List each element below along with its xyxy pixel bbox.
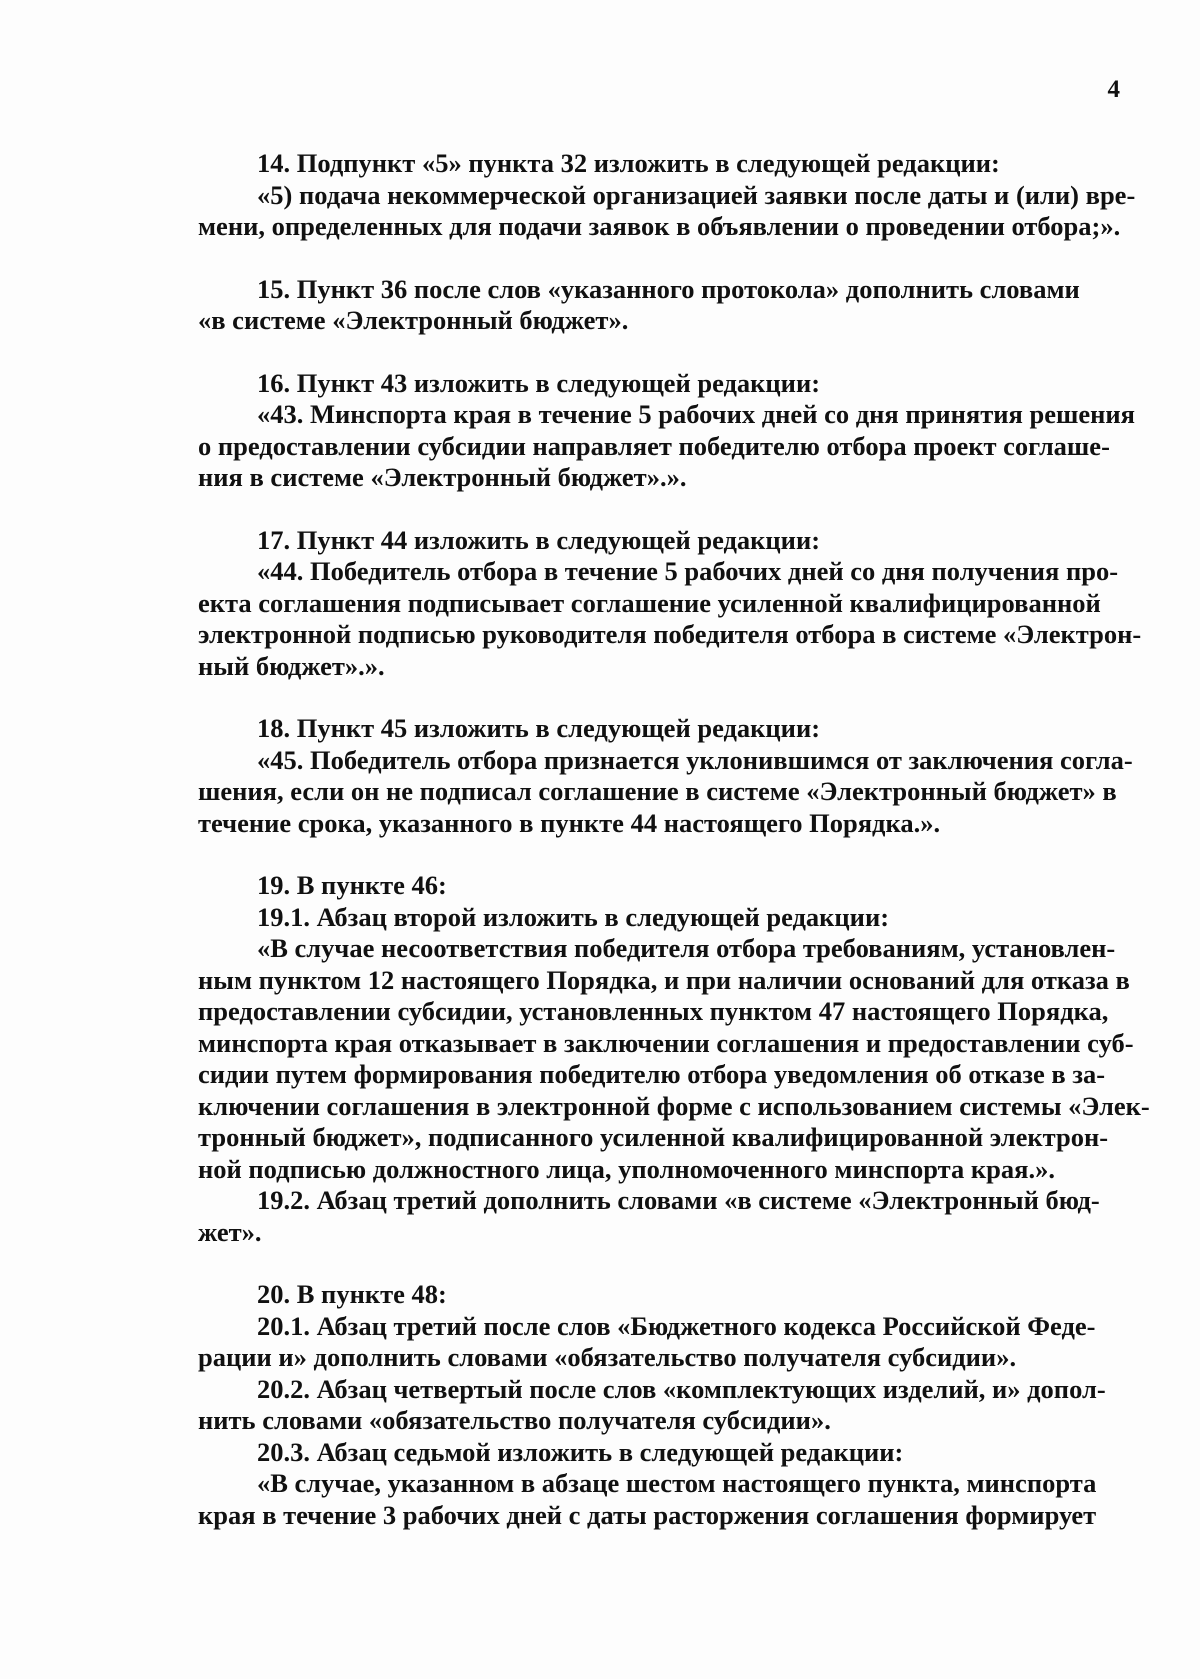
text-line: 16. Пункт 43 изложить в следующей редакции: — [257, 367, 821, 398]
text-line: тронный бюджет», подписанного усиленной квалифицированной электрон- — [198, 1122, 1109, 1152]
document-body — [198, 148, 1150, 1531]
text-line: 20. В пункте 48: — [257, 1279, 447, 1309]
text-line: ный бюджет».». — [198, 650, 385, 681]
text-line: жет». — [198, 1216, 262, 1247]
text-line: 19. В пункте 46: — [257, 870, 447, 900]
text-line: предоставлении субсидии, установленных пунктом 47 настоящего Порядка, — [198, 996, 1109, 1026]
amendment-item — [198, 524, 1142, 683]
text-line: ной подписью должностного лица, уполномоченного минспорта края.». — [198, 1153, 1055, 1184]
text-line: 15. Пункт 36 после слов «указанного протокола» дополнить словами — [257, 273, 1080, 304]
text-line: 17. Пункт 44 изложить в следующей редакции: — [257, 524, 821, 555]
text-line: шения, если он не подписал соглашение в системе «Электронный бюджет» в — [198, 776, 1117, 806]
text-line: «43. Минспорта края в течение 5 рабочих дней со дня принятия решения — [257, 399, 1135, 429]
text-line: «В случае несоответствия победителя отбора требованиям, установлен- — [257, 933, 1116, 963]
page-number: 4 — [1107, 76, 1120, 103]
text-line: 19.2. Абзац третий дополнить словами «в системе «Электронный бюд- — [257, 1185, 1100, 1215]
text-line: рации и» дополнить словами «обязательство получателя субсидии». — [198, 1342, 1017, 1372]
amendment-item — [198, 273, 1080, 337]
text-line: ключении соглашения в электронной форме с использованием системы «Элек- — [198, 1090, 1150, 1121]
text-line: ным пунктом 12 настоящего Порядка, и при наличии оснований для отказа в — [198, 964, 1130, 995]
amendment-item — [198, 367, 1135, 494]
amendment-item — [198, 870, 1150, 1248]
text-line: 18. Пункт 45 изложить в следующей редакции: — [257, 713, 821, 743]
text-line: 20.2. Абзац четвертый после слов «комплектующих изделий, и» допол- — [257, 1373, 1106, 1404]
text-line: «45. Победитель отбора признается уклонившимся от заключения согла- — [257, 744, 1133, 775]
text-line: 20.1. Абзац третий после слов «Бюджетного кодекса Российской Феде- — [257, 1310, 1096, 1341]
text-line: о предоставлении субсидии направляет победителю отбора проект соглаше- — [198, 430, 1110, 461]
text-line: екта соглашения подписывает соглашение усиленной квалифицированной — [198, 587, 1101, 618]
text-line: «в системе «Электронный бюджет». — [198, 305, 629, 335]
text-line: мени, определенных для подачи заявок в объявлении о проведении отбора;». — [198, 211, 1121, 241]
text-line: сидии путем формирования победителю отбора уведомления об отказе в за- — [198, 1059, 1106, 1089]
text-line: 20.3. Абзац седьмой изложить в следующей редакции: — [257, 1436, 904, 1467]
text-line: «44. Победитель отбора в течение 5 рабочих дней со дня получения про- — [257, 556, 1119, 586]
text-line: течение срока, указанного в пункте 44 настоящего Порядка.». — [198, 807, 941, 838]
amendment-item — [198, 1279, 1106, 1531]
amendment-item — [198, 713, 1133, 839]
text-line: ния в системе «Электронный бюджет».». — [198, 462, 687, 492]
text-line: «5) подача некоммерческой организацией заявки после даты и (или) вре- — [257, 179, 1136, 210]
amendment-item — [198, 148, 1136, 243]
text-line: электронной подписью руководителя победителя отбора в системе «Электрон- — [198, 619, 1142, 649]
text-line: 14. Подпункт «5» пункта 32 изложить в следующей редакции: — [257, 148, 1000, 178]
text-line: минспорта края отказывает в заключении соглашения и предоставлении суб- — [198, 1027, 1134, 1058]
text-line: «В случае, указанном в абзаце шестом настоящего пункта, минспорта — [257, 1468, 1097, 1498]
text-line: края в течение 3 рабочих дней с даты расторжения соглашения формирует — [198, 1499, 1097, 1530]
text-line: нить словами «обязательство получателя субсидии». — [198, 1405, 831, 1435]
text-line: 19.1. Абзац второй изложить в следующей редакции: — [257, 901, 890, 932]
